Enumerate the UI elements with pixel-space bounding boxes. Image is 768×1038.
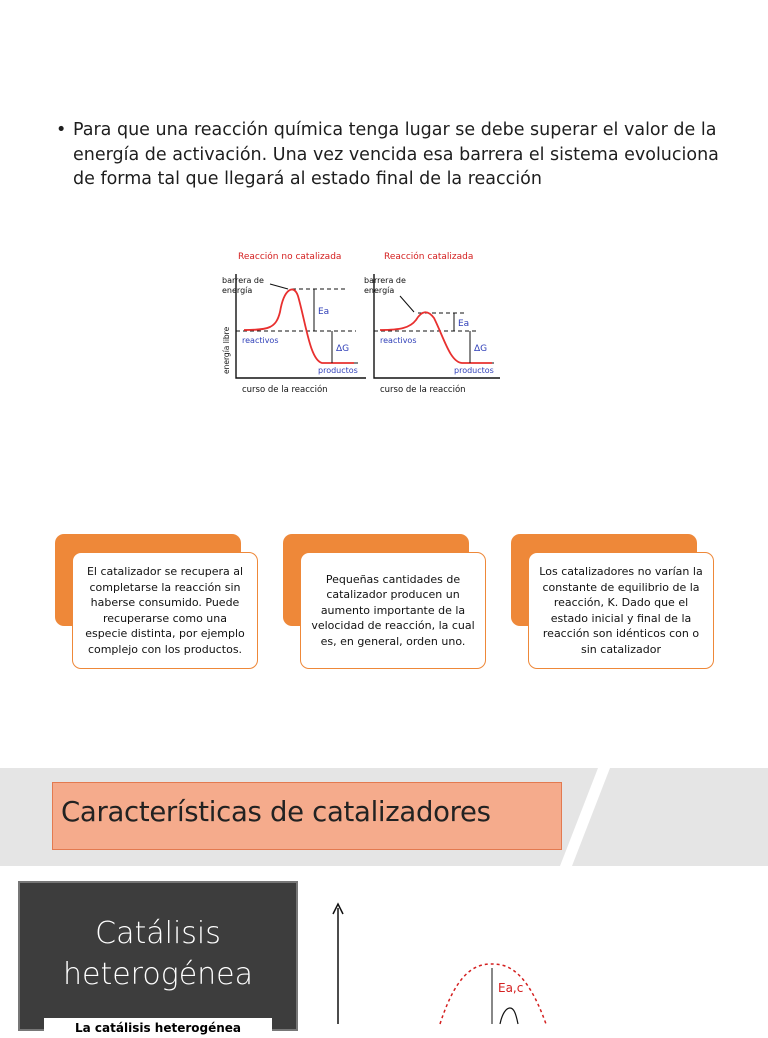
right-barrier-label-1: barrera de [364,276,406,285]
energy-graph-2 [0,768,768,1024]
diagram-right-title: Reacción catalizada [384,252,474,262]
left-reactants-label: reactivos [242,336,279,345]
card-3-text: Los catalizadores no varían la constante de equilibrio de la reacción, K. Dado que el estado inicial y final de la reacción son idénticos con o sin catalizador [528,552,714,669]
left-barrier-label-2: energía [222,286,253,295]
left-dg-label: ΔG [336,344,350,354]
left-pointer [270,284,288,289]
left-barrier-label-1: barrera de [222,276,264,285]
left-x-axis-label: curso de la reacción [242,385,328,395]
left-y-axis-label: energía libre [222,326,231,374]
card-2-text: Pequeñas cantidades de catalizador producen un aumento importante de la velocidad de reacción, la cual es, en general, orden uno. [300,552,486,669]
section-title: Catálisis heterogénea [62,916,254,992]
energy-diagram [214,246,504,398]
bullet-dot: • [56,120,67,140]
left-ea-label: Ea [318,307,330,317]
left-products-label: productos [318,366,358,375]
diagram-left-title: Reacción no catalizada [238,252,342,262]
slide-2 [0,768,768,1035]
graph-2-dashed-curve [440,964,546,1024]
section-subtitle: La catálisis heterogénea [44,1018,272,1038]
bullet-paragraph [56,118,746,192]
right-ea-label: Ea [458,319,470,329]
right-x-axis-label: curso de la reacción [380,385,466,395]
slide-title: Características de catalizadores [61,796,491,828]
graph-2-inner-peak [500,1008,518,1024]
right-barrier-label-2: energía [364,286,395,295]
right-pointer [400,296,414,312]
graph-2-ea-label: Ea,c [498,981,524,995]
card-1-text: El catalizador se recupera al completarse la reacción sin haberse consumido. Puede recuperarse como una especie distinta, por ejemplo complejo con los productos. [72,552,258,669]
right-reactants-label: reactivos [380,336,417,345]
bullet-text: Para que una reacción química tenga lugar se debe superar el valor de la energía de activación. Una vez vencida esa barrera el sistema evoluciona de forma tal que llegará al estado final de la reacción [73,120,719,189]
right-dg-label: ΔG [474,344,488,354]
right-products-label: productos [454,366,494,375]
